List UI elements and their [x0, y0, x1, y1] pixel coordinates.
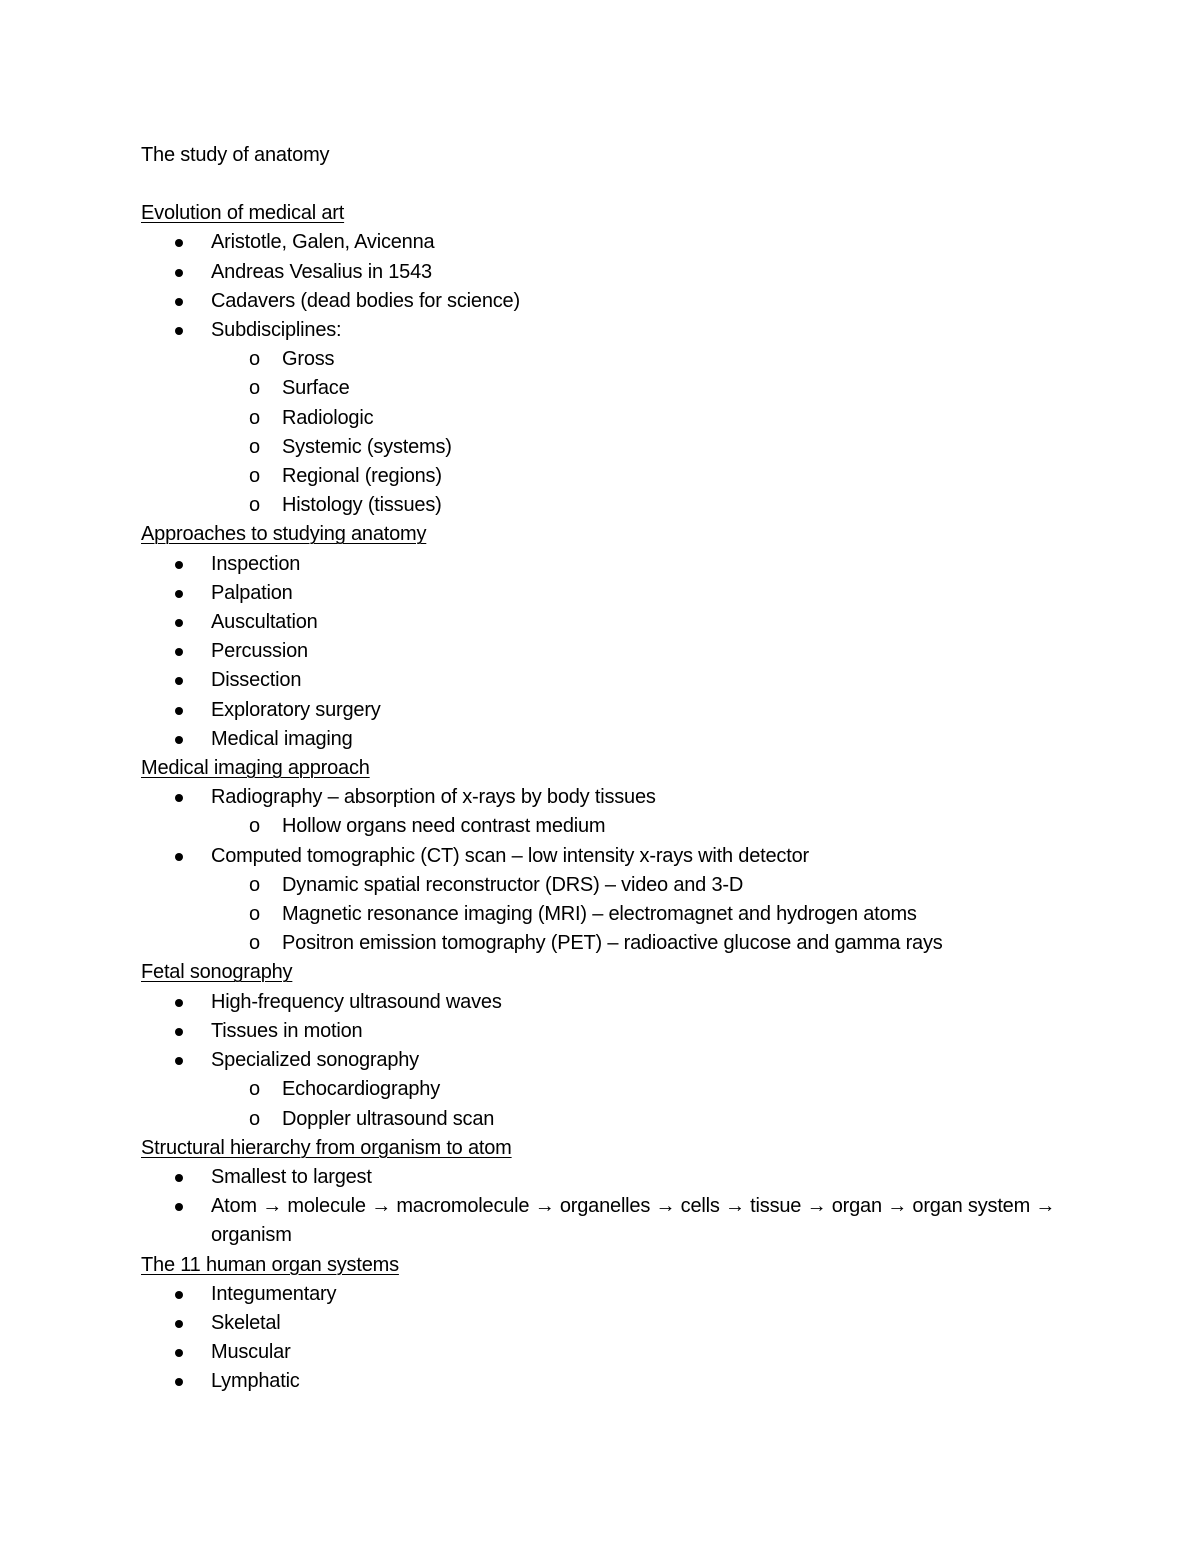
list-item	[141, 696, 1061, 725]
list-item-text: Exploratory surgery	[211, 698, 381, 721]
list-item	[141, 1309, 1061, 1338]
sub-bullet-list	[141, 812, 1061, 841]
sub-list-wrapper	[141, 1075, 1061, 1133]
list-item	[141, 842, 1061, 871]
bullet-list	[141, 988, 1061, 1134]
sub-list-item	[141, 812, 1061, 841]
bullet-icon	[175, 736, 183, 744]
list-item	[141, 725, 1061, 754]
bullet-icon	[175, 1349, 183, 1357]
bullet-icon	[175, 327, 183, 335]
sub-list-wrapper	[141, 345, 1061, 520]
circle-bullet-icon: o	[249, 377, 260, 400]
sub-list-item	[141, 900, 1061, 929]
bullet-icon	[175, 1291, 183, 1299]
circle-bullet-icon: o	[249, 1078, 260, 1101]
bullet-icon	[175, 269, 183, 277]
bullet-icon	[175, 648, 183, 656]
list-item-text: Atom → molecule → macromolecule → organelles → cells → tissue → organ → organ system → organism	[211, 1195, 1056, 1247]
sub-list-item-text: Magnetic resonance imaging (MRI) – electromagnet and hydrogen atoms	[282, 903, 917, 926]
list-item	[141, 316, 1061, 345]
list-item	[141, 1163, 1061, 1192]
sub-list-item	[141, 1105, 1061, 1134]
list-item-text: Andreas Vesalius in 1543	[211, 260, 432, 283]
list-item	[141, 1192, 1061, 1250]
circle-bullet-icon: o	[249, 494, 260, 517]
list-item-text: Specialized sonography	[211, 1049, 419, 1072]
list-item	[141, 608, 1061, 637]
list-item	[141, 258, 1061, 287]
circle-bullet-icon: o	[249, 932, 260, 955]
section-heading: Medical imaging approach	[141, 757, 370, 780]
circle-bullet-icon: o	[249, 873, 260, 896]
list-item-text: Smallest to largest	[211, 1165, 372, 1188]
sub-list-item	[141, 491, 1061, 520]
sub-list-item	[141, 1075, 1061, 1104]
sub-list-item	[141, 404, 1061, 433]
bullet-icon	[175, 1378, 183, 1386]
sub-list-item	[141, 374, 1061, 403]
list-item-text: Integumentary	[211, 1282, 337, 1305]
sub-list-item-text: Echocardiography	[282, 1078, 441, 1101]
bullet-icon	[175, 590, 183, 598]
section-heading: Structural hierarchy from organism to atom	[141, 1136, 512, 1159]
bullet-icon	[175, 999, 183, 1007]
bullet-icon	[175, 561, 183, 569]
sub-list-item-text: Positron emission tomography (PET) – radioactive glucose and gamma rays	[282, 932, 943, 955]
bullet-icon	[175, 1320, 183, 1328]
circle-bullet-icon: o	[249, 406, 260, 429]
list-item-text: Lymphatic	[211, 1370, 300, 1393]
list-item	[141, 783, 1061, 812]
list-item	[141, 1338, 1061, 1367]
bullet-list	[141, 783, 1061, 958]
list-item-text: Tissues in motion	[211, 1019, 363, 1042]
sub-list-wrapper	[141, 812, 1061, 841]
section-heading: Approaches to studying anatomy	[141, 523, 427, 546]
list-item-text: Dissection	[211, 669, 302, 692]
circle-bullet-icon: o	[249, 465, 260, 488]
sub-list-item-text: Dynamic spatial reconstructor (DRS) – video and 3-D	[282, 873, 744, 896]
circle-bullet-icon: o	[249, 815, 260, 838]
circle-bullet-icon: o	[249, 903, 260, 926]
list-item	[141, 1017, 1061, 1046]
bullet-icon	[175, 707, 183, 715]
section-heading: Fetal sonography	[141, 961, 293, 984]
sub-list-item	[141, 462, 1061, 491]
list-item-text: Medical imaging	[211, 727, 353, 750]
sub-list-item-text: Hollow organs need contrast medium	[282, 815, 606, 838]
list-item-text: Inspection	[211, 552, 301, 575]
sub-list-item-text: Regional (regions)	[282, 465, 442, 488]
bullet-list	[141, 228, 1061, 520]
section-heading: Evolution of medical art	[141, 202, 345, 225]
list-item-text: High-frequency ultrasound waves	[211, 990, 502, 1013]
sub-list-item-text: Systemic (systems)	[282, 435, 452, 458]
document-body	[141, 141, 1061, 1397]
circle-bullet-icon: o	[249, 1107, 260, 1130]
list-item	[141, 579, 1061, 608]
list-item-text: Auscultation	[211, 611, 318, 634]
list-item	[141, 988, 1061, 1017]
bullet-icon	[175, 1174, 183, 1182]
list-item-text: Cadavers (dead bodies for science)	[211, 289, 520, 312]
sub-list-item-text: Doppler ultrasound scan	[282, 1107, 495, 1130]
circle-bullet-icon: o	[249, 435, 260, 458]
list-item-text: Aristotle, Galen, Avicenna	[211, 231, 435, 254]
list-item-text: Muscular	[211, 1341, 291, 1364]
list-item-text: Percussion	[211, 640, 308, 663]
sub-list-item	[141, 929, 1061, 958]
sub-list-item-text: Gross	[282, 348, 335, 371]
bullet-icon	[175, 298, 183, 306]
bullet-icon	[175, 853, 183, 861]
sub-list-item-text: Surface	[282, 377, 350, 400]
list-item	[141, 637, 1061, 666]
list-item	[141, 1046, 1061, 1075]
circle-bullet-icon: o	[249, 348, 260, 371]
section-heading: The 11 human organ systems	[141, 1253, 399, 1276]
bullet-list	[141, 1280, 1061, 1397]
list-item-text: Radiography – absorption of x-rays by body tissues	[211, 786, 656, 809]
bullet-icon	[175, 619, 183, 627]
sub-list-item-text: Radiologic	[282, 406, 374, 429]
sub-bullet-list	[141, 871, 1061, 959]
list-item-text: Computed tomographic (CT) scan – low intensity x-rays with detector	[211, 844, 809, 867]
bullet-icon	[175, 1057, 183, 1065]
list-item-text: Palpation	[211, 581, 293, 604]
document-title: The study of anatomy	[141, 144, 330, 166]
bullet-list	[141, 1163, 1061, 1251]
list-item	[141, 1367, 1061, 1396]
bullet-list	[141, 550, 1061, 754]
sub-list-item	[141, 871, 1061, 900]
sub-list-item	[141, 433, 1061, 462]
bullet-icon	[175, 794, 183, 802]
sub-list-wrapper	[141, 871, 1061, 959]
bullet-icon	[175, 677, 183, 685]
bullet-icon	[175, 239, 183, 247]
list-item	[141, 287, 1061, 316]
list-item	[141, 1280, 1061, 1309]
list-item-text: Skeletal	[211, 1311, 281, 1334]
list-item-text: Subdisciplines:	[211, 319, 342, 342]
list-item	[141, 550, 1061, 579]
sub-list-item-text: Histology (tissues)	[282, 494, 442, 517]
bullet-icon	[175, 1028, 183, 1036]
sections-container	[141, 199, 1061, 1396]
sub-list-item	[141, 345, 1061, 374]
list-item	[141, 228, 1061, 257]
bullet-icon	[175, 1203, 183, 1211]
sub-bullet-list	[141, 345, 1061, 520]
list-item	[141, 666, 1061, 695]
sub-bullet-list	[141, 1075, 1061, 1133]
